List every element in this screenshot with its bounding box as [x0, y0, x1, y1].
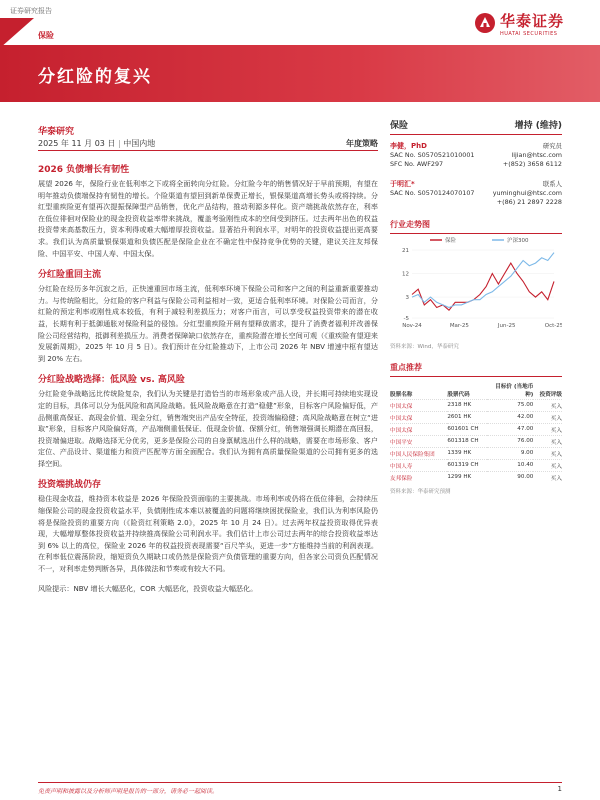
stock-code: 2318 HK — [447, 401, 472, 408]
sector-tag: 保险 — [38, 31, 54, 40]
analyst-email[interactable]: yuminghui@htsc.com — [492, 189, 562, 197]
rating-cell: 买入 — [550, 403, 562, 410]
x-tick-label: Nov-24 — [402, 323, 422, 329]
report-title: 分红险的复兴 — [38, 67, 152, 87]
rating-header — [390, 118, 562, 134]
stock-name: 中国平安 — [390, 439, 413, 446]
divider — [38, 150, 378, 151]
rating-cell: 买入 — [550, 451, 562, 458]
target-price: 42.00 — [517, 413, 534, 420]
series-line — [412, 253, 554, 308]
rating-value: 增持 (维持) — [514, 121, 562, 131]
y-tick-label: 12 — [402, 271, 409, 278]
section-heading: 分红险战略选择：低风险 vs. 高风险 — [38, 375, 185, 386]
section-body: 分红险在经历多年沉寂之后，正快速重回市场主流，低利率环境下保险公司和客户之间的利益重新重要推动力。与传统险相比，分红险的客户利益与保险公司利益相对一致，更适合低利率环境。对保险公司而言，分红险的预定利率或刚性成本较低，有利于减轻利差损压力；对客户而言，可以享受权益投资带来的潜在收益，长期有利于抵御通胀对保险利益的侵蚀。分红型重疾险开闸有望释放需求，提升了消费者福利并改善保险公司经营结构，抵御利差损压力。消费者保障缺口依然存在，重疾险潜在增长空间可观（《重疾险有望迎来发展新周期》，2025 年 10 月 5 日）。我们预计在分红险推动下，上市公司 2026 年 NBV 增速中枢有望达到 20% 左右。 — [38, 284, 378, 363]
y-tick-label: 21 — [402, 248, 409, 254]
table-row — [390, 436, 562, 448]
analyst-phone: +(86) 21 2897 2228 — [496, 198, 562, 206]
sidebar — [390, 118, 562, 495]
analyst-card — [390, 179, 562, 207]
report-type: 证券研究报告 — [10, 7, 52, 15]
trend-title: 行业走势图 — [390, 219, 562, 234]
legend-label: 保险 — [445, 238, 457, 244]
rating-sector: 保险 — [390, 121, 409, 131]
analyst-role: 研究员 — [542, 142, 562, 150]
divider — [38, 782, 562, 783]
recommend-title: 重点推荐 — [390, 362, 562, 377]
stock-name: 中国太保 — [390, 427, 413, 434]
target-price: 75.00 — [517, 401, 534, 408]
report-kind: 年度策略 — [346, 139, 378, 148]
stock-name: 中国太保 — [390, 415, 413, 422]
title-banner — [0, 45, 600, 102]
y-tick-label: 3 — [405, 295, 409, 302]
col-header: 股票代码 — [447, 392, 470, 398]
table-header-row — [390, 381, 562, 400]
org-name: 华泰研究 — [38, 127, 75, 137]
main-body — [38, 158, 378, 594]
section-body: 分红险竞争战略远比传统险复杂，我们认为关键是打造恰当的市场形象或产品人设，并长期可持续地实现设定的目标，具体可以分为低风险和高风险战略。低风险战略意在打造“稳健”形象，目标客户风险偏好低，产品侧重高保证、高现金价值、现金分红，销售端突出产品安全特征，投资端偏稳健；高风险战略意在树立“进取”形象，目标客户风险偏好高，产品端侧重低保证、低现金价值、保额分红，销售端强调长期潜在高回报，投资端偏进取。战略选择无分优劣，更多是保险公司的自身禀赋选出什么样的战略，需要在市场形象、客户定位、产品设计、渠道能力和资产匹配等方面全面配合。我们认为拥有高质量保险渠道的公司拥有更多的选择空间。 — [38, 389, 378, 468]
chart-source: 资料来源：Wind，华泰研究 — [390, 344, 459, 350]
stock-name: 友邦保险 — [390, 475, 413, 482]
legend-label: 沪深300 — [507, 238, 529, 244]
table-row — [390, 424, 562, 436]
col-header: 投资评级 — [539, 392, 562, 398]
rating-cell: 买入 — [550, 475, 562, 482]
analyst-email[interactable]: lijian@htsc.com — [511, 151, 562, 159]
analyst-name: 李健，PhD — [390, 142, 427, 150]
x-tick-label: Jun-25 — [497, 323, 516, 329]
analyst-sfc: SFC No. AWF297 — [390, 160, 444, 168]
col-header: 股票名称 — [390, 392, 413, 398]
divider — [390, 134, 562, 135]
stock-code: 601319 CH — [447, 461, 479, 468]
section-heading: 2026 负债增长有韧性 — [38, 165, 130, 175]
stock-name: 中国人民保险集团 — [390, 451, 435, 458]
rating-cell: 买入 — [550, 439, 562, 446]
analyst-card — [390, 141, 562, 169]
rating-cell: 买入 — [550, 427, 562, 434]
x-tick-label: Oct-25 — [544, 323, 562, 329]
recommend-table — [390, 381, 562, 483]
table-row — [390, 400, 562, 412]
section-body: 展望 2026 年，保险行业在低利率之下或将全面转向分红险。分红险今年的销售情况好于早前预期，有望在明年推动负债端保持有韧性的增长。个险渠道有望回到新单保费正增长，银保渠道高增长势头或将持续。分红型重疾险更有望再次提振保障型产品销售，优化产品结构，推动利源多样化。资产端挑战依然存在，利率在低位徘徊对保险业的现金投资收益率带来挑战，覆盖考验刚性成本的空间受到挤压。过去两年出色的权益投资带来高基数压力，资本利得或难大幅增厚投资收益。显著抬升利润水平，对明年的投资收益提出更高要求。我们认为高质量银保渠道和负债匹配是保险企业在不确定性中保持竞争优势的关键，建议关注友邦保险、中国平安、中国人寿、中国太保。 — [38, 179, 378, 258]
col-header: 目标价 (当地币种) — [495, 384, 534, 398]
brand-logo — [474, 10, 594, 40]
section-heading: 投资端挑战仍存 — [38, 480, 102, 491]
stock-code: 2601 HK — [447, 413, 472, 420]
disclaimer: 免责声明和披露以及分析师声明是报告的一部分，请务必一起阅读。 — [38, 788, 219, 795]
corner-decoration — [0, 18, 34, 48]
series-line — [412, 263, 554, 310]
stock-name: 中国人寿 — [390, 463, 413, 470]
rating-cell: 买入 — [550, 463, 562, 470]
report-date: 2025 年 11 月 03 日 — [38, 139, 116, 148]
logo-subtext: HUATAI SECURITIES — [500, 31, 558, 37]
section-heading: 分红险重回主流 — [38, 270, 102, 281]
analyst-sac: SAC No. S0570521010001 — [390, 151, 475, 159]
date-line: 2025 年 11 月 03 日 | 中国内地 年度策略 — [38, 139, 378, 148]
table-row — [390, 460, 562, 472]
stock-code: 601318 CH — [447, 437, 479, 444]
report-region: 中国内地 — [123, 139, 156, 148]
analyst-phone: +(852) 3658 6112 — [502, 160, 562, 168]
section-body: 稳住现金收益，维持资本收益是 2026 年保险投资面临的主要挑战。市场利率或仍将在低位徘徊，会持续压缩保险公司的现金投资收益水平，负债刚性成本难以被覆盖的问题将继续困扰保险业，我们认为利率风险仍将是保险投资的重要方向（《险资红利策略 2.0》，2025 年 10 月 24 日）。过去两年权益投资取得优异表现，大幅增厚整体投资收益并持续推高保险公司利润水平。我们估计上市公司过去两年的综合投资收益率达到 6% 以上的高位，保险业 2026 年的权益投资表现需要“百尺竿头，更进一步”方能维持当前的利润表现。在利率低位震荡阶段，缩短资负久期缺口或仍然是保险资产负债管理的重要方向，但各家公司资负匹配情况不一，对利率走势判断各异，具体做法和节奏或有较大不同。 — [38, 494, 378, 574]
table-row — [390, 412, 562, 424]
rating-cell: 买入 — [550, 415, 562, 422]
target-price: 90.00 — [517, 473, 534, 480]
target-price: 76.00 — [517, 437, 534, 444]
target-price: 9.00 — [520, 449, 534, 456]
table-row — [390, 448, 562, 460]
analyst-sac: SAC No. S0570124070107 — [390, 189, 475, 197]
stock-code: 1339 HK — [447, 449, 472, 456]
table-row — [390, 472, 562, 484]
stock-code: 1299 HK — [447, 473, 472, 480]
y-tick-label: -5 — [403, 316, 409, 322]
page-number: 1 — [557, 785, 562, 793]
table-source: 资料来源：华泰研究预测 — [390, 489, 451, 495]
trend-chart — [390, 234, 562, 334]
stock-name: 中国太保 — [390, 403, 413, 410]
target-price: 10.40 — [517, 461, 534, 468]
stock-code: 601601 CH — [447, 425, 479, 432]
analyst-name: 于明汇* — [390, 180, 415, 188]
logo-text: 华泰证券 — [500, 12, 565, 30]
huatai-logo-icon — [474, 12, 496, 34]
risk-note: 风险提示：NBV 增长大幅恶化，COR 大幅恶化，投资收益大幅恶化。 — [38, 583, 258, 593]
x-tick-label: Mar-25 — [449, 323, 469, 329]
target-price: 47.00 — [517, 425, 534, 432]
analyst-role: 联系人 — [542, 180, 562, 188]
